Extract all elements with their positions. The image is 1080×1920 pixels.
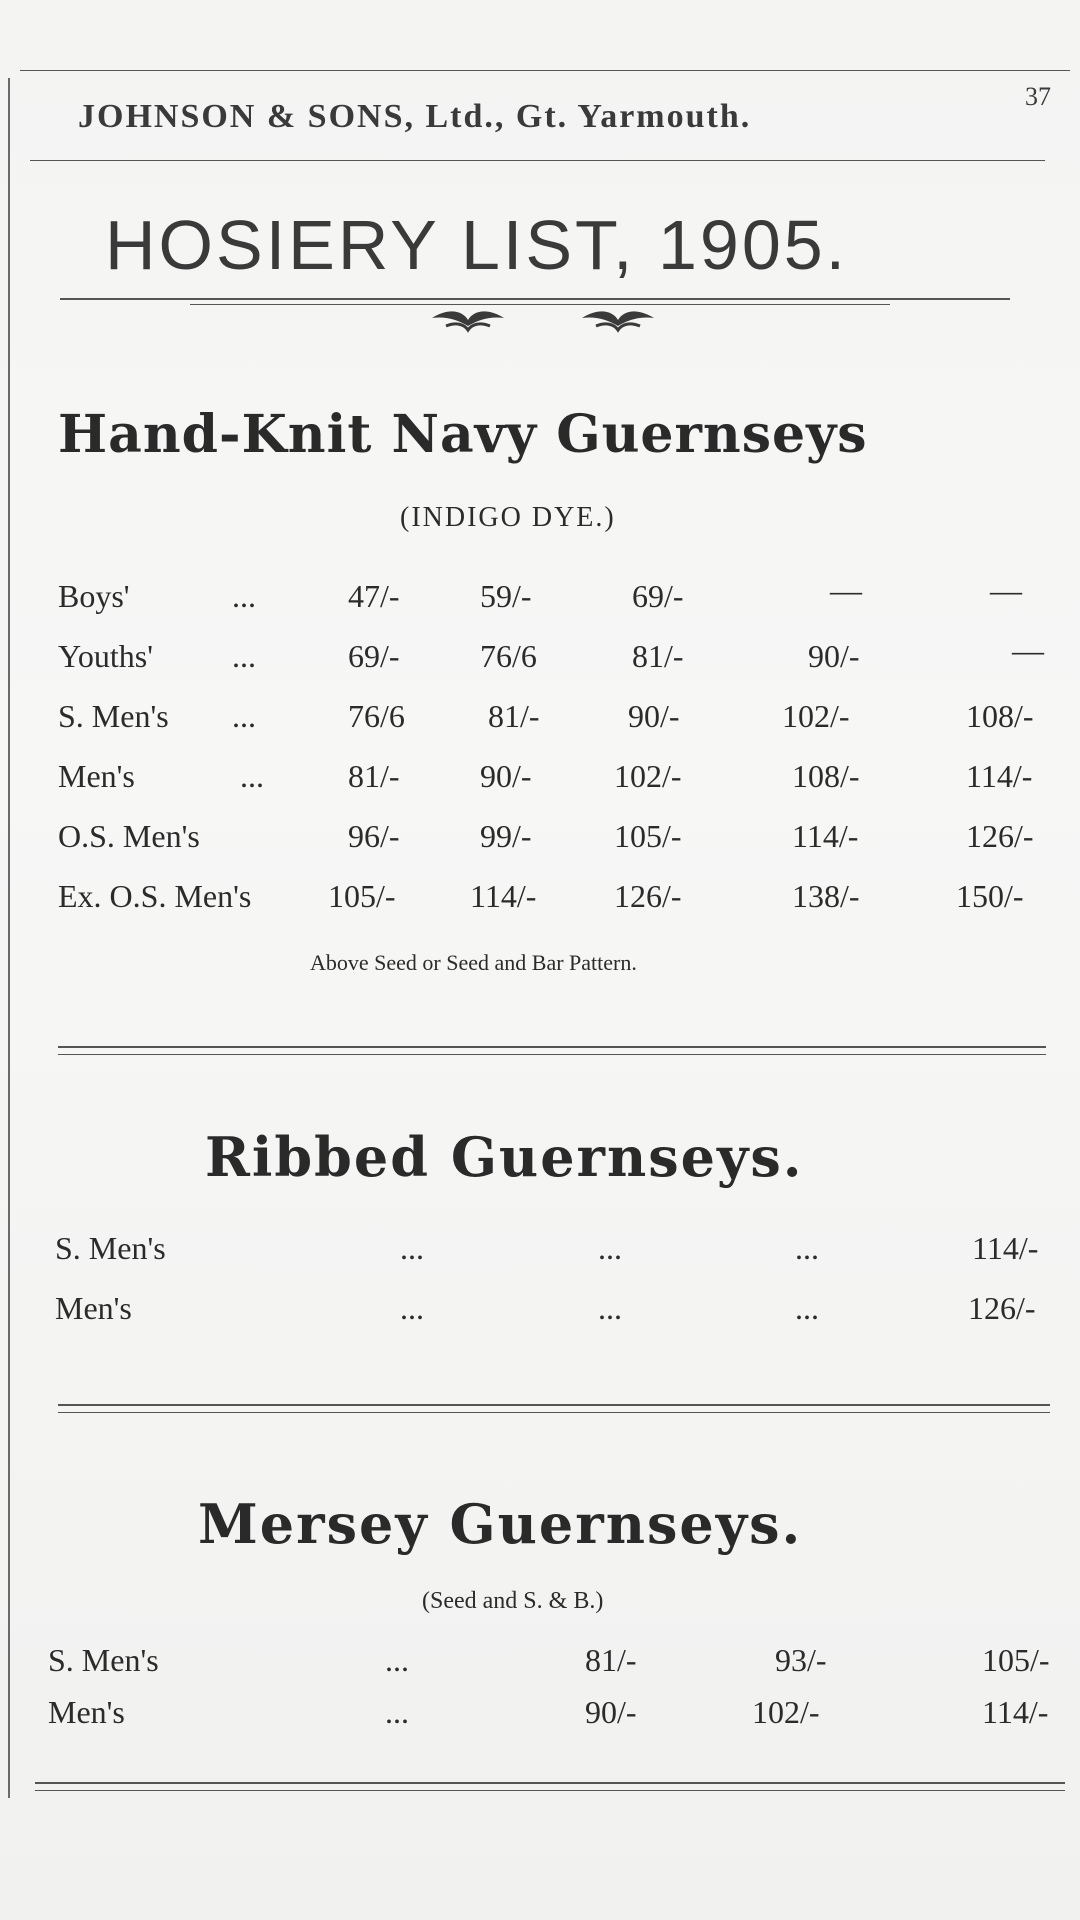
price-cell: 81/- bbox=[488, 698, 540, 734]
row-label: Boys' bbox=[58, 578, 130, 614]
section-divider-inner bbox=[58, 1412, 1050, 1413]
price-cell: 114/- bbox=[972, 1230, 1039, 1266]
price-cell: 81/- bbox=[632, 638, 684, 674]
price-cell: 108/- bbox=[792, 758, 860, 794]
leaf-ornament-icon bbox=[428, 306, 508, 336]
price-cell: 126/- bbox=[968, 1290, 1036, 1326]
price-cell: 93/- bbox=[775, 1642, 827, 1678]
row-dots: ... bbox=[400, 1230, 424, 1266]
section-divider-inner bbox=[58, 1054, 1046, 1055]
row-label: Youths' bbox=[58, 638, 154, 674]
section-subtitle-indigo: (INDIGO DYE.) bbox=[400, 502, 616, 533]
price-cell: 150/- bbox=[956, 878, 1024, 914]
row-dots: ... bbox=[240, 758, 264, 794]
row-dots: ... bbox=[232, 698, 256, 734]
row-label: O.S. Men's bbox=[58, 818, 200, 854]
price-cell: 90/- bbox=[585, 1694, 637, 1730]
bottom-rule-inner bbox=[35, 1790, 1065, 1791]
price-cell: 105/- bbox=[328, 878, 396, 914]
price-cell: 90/- bbox=[480, 758, 532, 794]
page-title: HOSIERY LIST, 1905. bbox=[105, 206, 849, 284]
price-cell: 105/- bbox=[614, 818, 682, 854]
price-cell: 76/6 bbox=[480, 638, 537, 674]
price-cell: 47/- bbox=[348, 578, 400, 614]
price-cell: 108/- bbox=[966, 698, 1034, 734]
row-dots: ... bbox=[232, 578, 256, 614]
row-label: Men's bbox=[48, 1694, 125, 1730]
row-label: Ex. O.S. Men's bbox=[58, 878, 252, 914]
price-cell: 114/- bbox=[982, 1694, 1049, 1730]
title-rule-inner bbox=[190, 304, 890, 305]
section-title-hand-knit: Hand-Knit Navy Guernseys bbox=[58, 404, 868, 465]
row-label: S. Men's bbox=[58, 698, 169, 734]
price-cell: 99/- bbox=[480, 818, 532, 854]
row-dots: ... bbox=[385, 1642, 409, 1678]
price-cell: 69/- bbox=[632, 578, 684, 614]
price-cell: 69/- bbox=[348, 638, 400, 674]
row-label: S. Men's bbox=[55, 1230, 166, 1266]
price-cell: — bbox=[990, 572, 1022, 608]
price-cell: 90/- bbox=[808, 638, 860, 674]
price-cell: — bbox=[830, 572, 862, 608]
running-head: JOHNSON & SONS, Ltd., Gt. Yarmouth. bbox=[78, 98, 752, 135]
price-cell: 90/- bbox=[628, 698, 680, 734]
row-dots: ... bbox=[385, 1694, 409, 1730]
row-dots: ... bbox=[795, 1290, 819, 1326]
title-rule bbox=[60, 298, 1010, 300]
row-dots: ... bbox=[598, 1290, 622, 1326]
leaf-ornament-icon bbox=[578, 306, 658, 336]
row-dots: ... bbox=[795, 1230, 819, 1266]
row-label: S. Men's bbox=[48, 1642, 159, 1678]
section-title-mersey: Mersey Guernseys. bbox=[198, 1492, 803, 1556]
price-cell: 114/- bbox=[966, 758, 1033, 794]
price-cell: 59/- bbox=[480, 578, 532, 614]
header-rule bbox=[30, 160, 1045, 161]
price-cell: 81/- bbox=[348, 758, 400, 794]
price-cell: 76/6 bbox=[348, 698, 405, 734]
price-cell: 96/- bbox=[348, 818, 400, 854]
section-divider bbox=[58, 1404, 1050, 1406]
section-title-ribbed: Ribbed Guernseys. bbox=[205, 1125, 804, 1189]
left-border bbox=[8, 78, 10, 1798]
price-cell: 114/- bbox=[470, 878, 537, 914]
price-cell: — bbox=[1012, 632, 1044, 668]
price-cell: 138/- bbox=[792, 878, 860, 914]
top-rule bbox=[20, 70, 1070, 71]
row-label: Men's bbox=[58, 758, 135, 794]
price-cell: 126/- bbox=[614, 878, 682, 914]
row-dots: ... bbox=[598, 1230, 622, 1266]
row-dots: ... bbox=[232, 638, 256, 674]
row-label: Men's bbox=[55, 1290, 132, 1326]
price-cell: 102/- bbox=[782, 698, 850, 734]
price-cell: 102/- bbox=[614, 758, 682, 794]
pattern-note: Above Seed or Seed and Bar Pattern. bbox=[310, 950, 637, 975]
bottom-rule bbox=[35, 1782, 1065, 1784]
price-cell: 114/- bbox=[792, 818, 859, 854]
section-subtitle-seed: (Seed and S. & B.) bbox=[422, 1588, 604, 1614]
price-cell: 102/- bbox=[752, 1694, 820, 1730]
page-number: 37 bbox=[1025, 82, 1051, 111]
price-cell: 126/- bbox=[966, 818, 1034, 854]
price-cell: 81/- bbox=[585, 1642, 637, 1678]
section-divider bbox=[58, 1046, 1046, 1048]
price-cell: 105/- bbox=[982, 1642, 1050, 1678]
row-dots: ... bbox=[400, 1290, 424, 1326]
